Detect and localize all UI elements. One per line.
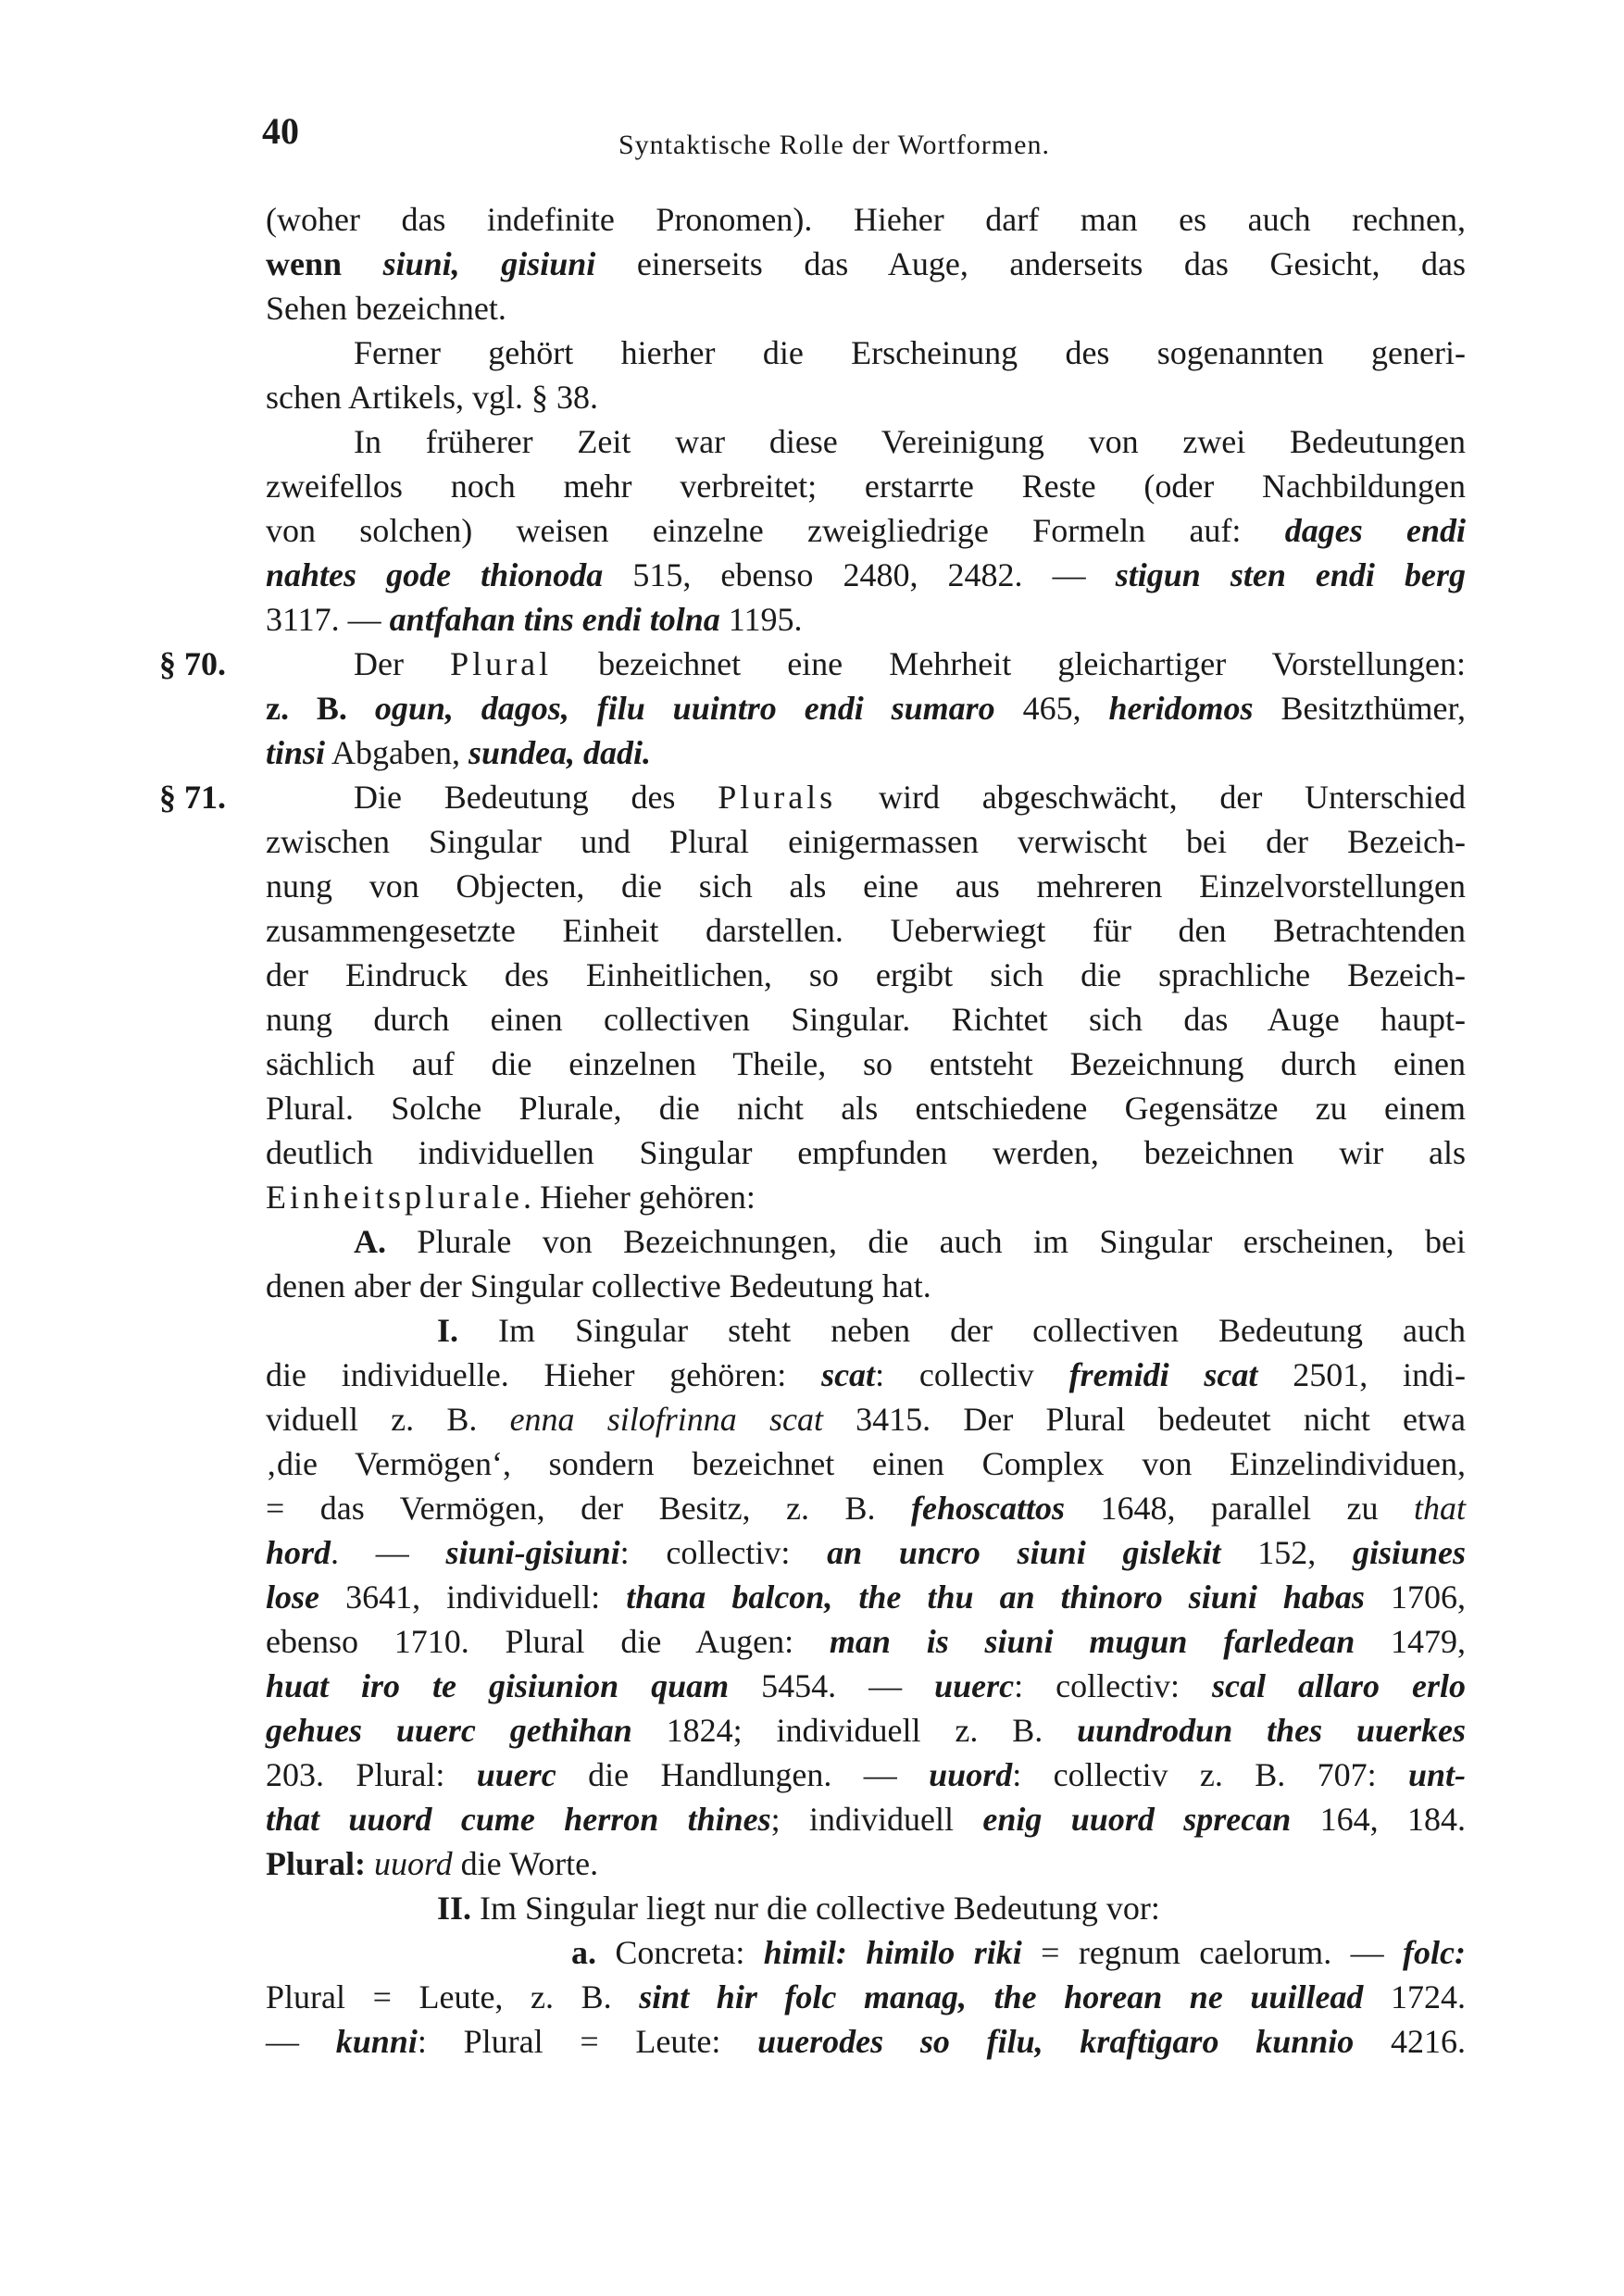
text-line: Ferner gehört hierher die Erscheinung des sogenannten generi-	[354, 334, 1466, 371]
text-line: die individuelle. Hieher gehören: scat: collectiv fremidi scat 2501, indi-	[266, 1356, 1467, 1393]
text-line: Plural. Solche Plurale, die nicht als entschiedene Gegensätze zu einem	[266, 1090, 1466, 1127]
text-line: a. Concreta: himil: himilo riki = regnum caelorum. — folc:	[571, 1934, 1467, 1971]
page-header	[262, 109, 1466, 165]
text-line: zweifellos noch mehr verbreitet; erstarrte Reste (oder Nachbildungen	[266, 468, 1466, 505]
text-line: sächlich auf die einzelnen Theile, so entsteht Bezeichnung durch einen	[266, 1045, 1466, 1082]
text-line: Plural: uuord die Worte.	[266, 1845, 599, 1882]
running-title: Syntaktische Rolle der Wortformen.	[618, 130, 1050, 160]
text-line: z. B. ogun, dagos, filu uuintro endi sumaro 465, heridomos Besitzthümer,	[266, 690, 1466, 727]
text-line: wenn siuni, gisiuni einerseits das Auge, anderseits das Gesicht, das	[266, 245, 1466, 282]
text-line: schen Artikels, vgl. § 38.	[266, 379, 598, 416]
text-line: Plural = Leute, z. B. sint hir folc manag, the horean ne uuillead 1724.	[266, 1978, 1467, 2015]
text-line: Einheitsplurale. Hieher gehören:	[266, 1179, 756, 1216]
text-line: nung von Objecten, die sich als eine aus mehreren Einzelvorstellungen	[266, 867, 1466, 905]
section-70-marker: § 70.	[159, 645, 226, 682]
text-line: 203. Plural: uuerc die Handlungen. — uuord: collectiv z. B. 707: unt-	[266, 1756, 1467, 1793]
text-line: II. Im Singular liegt nur die collective Bedeutung vor:	[437, 1890, 1160, 1927]
text-line: that uuord cume herron thines; individuell enig uuord sprecan 164, 184.	[266, 1801, 1466, 1838]
text-line: — kunni: Plural = Leute: uuerodes so filu, kraftigaro kunnio 4216.	[266, 2023, 1467, 2060]
text-line: In früherer Zeit war diese Vereinigung von zwei Bedeutungen	[354, 423, 1466, 460]
text-line: I. Im Singular steht neben der collectiven Bedeutung auch	[437, 1312, 1466, 1349]
text-line: tinsi Abgaben, sundea, dadi.	[266, 734, 652, 771]
text-line: ‚die Vermögen‘, sondern bezeichnet einen Complex von Einzelindividuen,	[266, 1445, 1466, 1482]
text-line: zusammengesetzte Einheit darstellen. Ueberwiegt für den Betrachtenden	[266, 912, 1466, 949]
text-line: der Eindruck des Einheitlichen, so ergibt sich die sprachliche Bezeich-	[266, 956, 1466, 993]
text-line: huat iro te gisiunion quam 5454. — uuerc: collectiv: scal allaro erlo	[266, 1667, 1467, 1704]
text-line: A. Plurale von Bezeichnungen, die auch im Singular erscheinen, bei	[354, 1223, 1466, 1260]
text-line: Sehen bezeichnet.	[266, 290, 506, 327]
text-line: gehues uuerc gethihan 1824; individuell z. B. uundrodun thes uuerkes	[266, 1712, 1466, 1749]
text-line: § 70. Der Plural bezeichnet eine Mehrheit gleichartiger Vorstellungen:	[266, 642, 1466, 686]
text-line: denen aber der Singular collective Bedeutung hat.	[266, 1267, 931, 1304]
text-line: von solchen) weisen einzelne zweigliedrige Formeln auf: dages endi	[266, 512, 1466, 549]
text-line: = das Vermögen, der Besitz, z. B. fehoscattos 1648, parallel zu that	[266, 1490, 1466, 1527]
text-line: 3117. — antfahan tins endi tolna 1195.	[266, 601, 803, 638]
page-body	[159, 197, 1467, 2064]
section-71-marker: § 71.	[159, 779, 226, 816]
text-line: (woher das indefinite Pronomen). Hieher darf man es auch rechnen,	[266, 201, 1466, 238]
text-line: zwischen Singular und Plural einigermassen verwischt bei der Bezeich-	[266, 823, 1466, 860]
text-line: lose 3641, individuell: thana balcon, the thu an thinoro siuni habas 1706,	[266, 1578, 1467, 1616]
text-line: nahtes gode thionoda 515, ebenso 2480, 2482. — stigun sten endi berg	[266, 556, 1467, 593]
page-number: 40	[262, 110, 299, 152]
text-line: ebenso 1710. Plural die Augen: man is siuni mugun farledean 1479,	[266, 1623, 1467, 1660]
text-line: hord. — siuni-gisiuni: collectiv: an uncro siuni gislekit 152, gisiunes	[266, 1534, 1466, 1571]
text-line: nung durch einen collectiven Singular. Richtet sich das Auge haupt-	[266, 1001, 1466, 1038]
text-line: deutlich individuellen Singular empfunden werden, bezeichnen wir als	[266, 1134, 1466, 1171]
text-line: viduell z. B. enna silofrinna scat 3415. Der Plural bedeutet nicht etwa	[266, 1401, 1467, 1438]
text-line: § 71. Die Bedeutung des Plurals wird abgeschwächt, der Unterschied	[266, 775, 1466, 819]
